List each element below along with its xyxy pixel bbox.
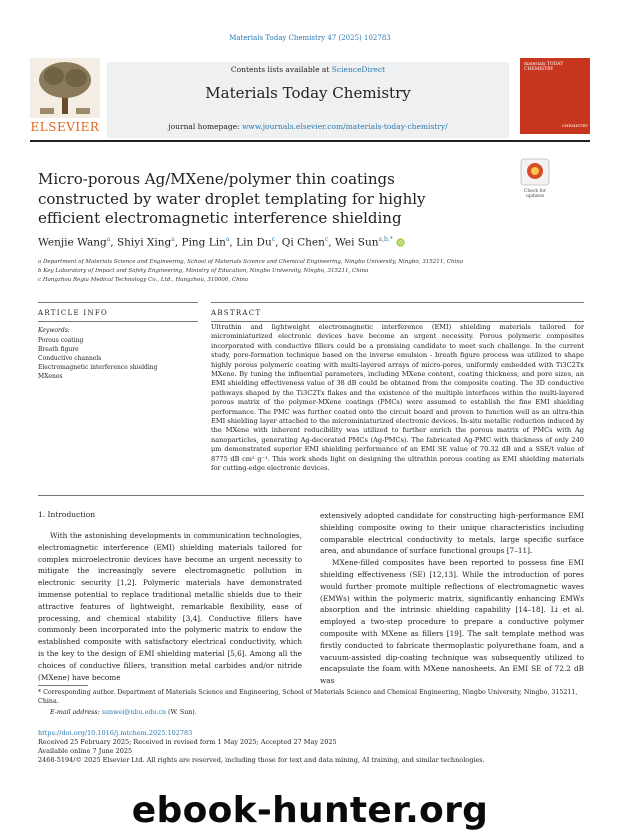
- contents-prefix: Contents lists available at: [230, 65, 332, 74]
- copyright-line: 2468-5194/© 2025 Elsevier Ltd. All rights are reserved, including those for text and data mining, AI training, and similar technologies.: [38, 756, 485, 764]
- author-name[interactable]: Qi Chen: [281, 236, 325, 249]
- contents-line: [107, 65, 509, 74]
- body-column-left: [38, 530, 302, 683]
- homepage-line: [107, 122, 509, 131]
- check-for-updates-icon[interactable]: [520, 158, 550, 186]
- author-affiliation-mark: a: [106, 236, 111, 243]
- keyword: Electromagnetic interference shielding: [38, 364, 158, 371]
- author-name[interactable]: Lin Du: [236, 236, 272, 249]
- author-name[interactable]: Wei Sun: [334, 236, 379, 249]
- introduction-heading: 1. Introduction: [38, 510, 96, 519]
- email-link[interactable]: sunwei@nbu.edu.cn: [101, 709, 167, 716]
- keyword: Conductive channels: [38, 355, 102, 362]
- paragraph: With the astonishing developments in communication technologies, electromagnetic interference (EMI) shielding materials tailored for complex microelectronic devices have become an urgent necessity to mitigate the increasingly severe electromagnetic pollution in electronic security [1,2]. Polymeric materials have demonstrated immense potential to replace traditional metallic shields due to their attractive features of lightweight, remarkable flexibility, ease of processing, and chemical stability [3,4]. Conductive fillers have commonly been incorporated into the polymeric matrix to endow the established composite with satisfactory electrical conductivity, which is the key to the design of EMI shielding material [5,6]. Among all the choices of conductive fillers, transition metal carbides and/or nitride (MXene) have become: [38, 531, 302, 682]
- header-rule: [30, 140, 590, 142]
- affiliation-c: c Hangzhou Regia Medical Technology Co., Ltd., Hangzhou, 310000, China: [38, 277, 249, 283]
- article-title: Micro-porous Ag/MXene/polymer thin coatings constructed by water droplet templating for highly efficient electromagnetic interference shielding: [38, 170, 426, 227]
- keywords-label: Keywords:: [38, 327, 70, 334]
- abstract-text: Ultrathin and lightweight electromagnetic interference (EMI) shielding materials tailored for microminiaturized electronic devices have become an urgent necessity. Porous polymeric composites incorporated with conductive fillers could be a promising candidate to meet such challenge. In the current study, pore-formation technique based on the inverse emulsion - breath figure process was utilized to shape highly porous polymeric coating with multi-layered arrays of micro-pores, uniformly embedded with Ti3C2Tx MXene. By tuning the influential parameters, including MXene content, coating thickness, and pore sizes, an EMI shielding effectiveness value of 38 dB could be obtained from the composite coating. The 3D conductive pathways shaped by the Ti3C2Tx flakes and the existence of the multiple interfaces within the multi-layered porous matrix of the polymer-MXene coatings (PMCs) were assumed to establish the fine EMI shielding performance. The PMC was further coated onto the circuit board and proven to function well as an ultra-thin EMI shielding layer attached to the microminiaturized electronic devices. In-situ metallic reduction induced by the MXene with inherent reducibility was utilized to further enrich the porous matrix of PMCs with Ag nanoparticles, generating Ag-decorated PMCs (Ag-PMCs). The fabricated Ag-PMC with thickness of only 240 μm demonstrated superior EMI shielding performance of an EMI SE value of 70.32 dB and a SSE/t value of 8775 dB cm² g⁻¹. This work sheds light on designing the ultrathin porous coating as EMI shielding materials for cutting-edge electronic devices.: [211, 323, 584, 473]
- watermark-text: ebook-hunter.org: [131, 790, 489, 831]
- svg-text:iD: iD: [398, 240, 404, 247]
- article-info-rule-top: [38, 302, 198, 303]
- sciencedirect-link[interactable]: ScienceDirect: [331, 65, 386, 74]
- affiliation-b: b Key Laboratory of Impact and Safety Engineering, Ministry of Education, Ningbo University, Ningbo, 315211, China: [38, 268, 369, 274]
- author-affiliation-mark: c: [271, 236, 276, 243]
- abstract-rule-bottom: [211, 321, 584, 322]
- article-info-heading: ARTICLE INFO: [38, 309, 109, 317]
- author-name[interactable]: Shiyi Xing: [116, 236, 172, 249]
- abstract-end-rule: [38, 495, 584, 496]
- elsevier-tree-logo: [30, 58, 100, 118]
- abstract-rule-top: [211, 302, 584, 303]
- email-label: E-mail address:: [50, 709, 102, 716]
- keyword: Porous coating: [38, 337, 84, 344]
- publisher-name: ELSEVIER: [30, 120, 100, 134]
- author-list: Wenjie Wang$^a$, Shiyi Xing$^a$, Ping Lin$^a$, Lin Du$^c$, Qi Chen$^c$, Wei Sun$^{a,b,*}$ iD: [38, 236, 404, 249]
- author-name[interactable]: Ping Lin: [181, 236, 226, 249]
- keyword: MXenes: [38, 373, 63, 380]
- body-column-right: [320, 510, 584, 687]
- available-online: Available online 7 June 2025: [38, 747, 133, 755]
- cover-title: materials TODAY CHEMISTRY: [524, 62, 564, 73]
- author-affiliation-mark: a: [225, 236, 230, 243]
- abstract-heading: ABSTRACT: [211, 309, 262, 317]
- corresponding-author-note: * Corresponding author. Department of Materials Science and Engineering, School of Materials Science and Chemical Engineering, Ningbo University, Ningbo, 315211, China.: [38, 689, 578, 705]
- paragraph: MXene-filled composites have been reported to possess fine EMI shielding effectiveness (SE) [12,13]. While the introduction of pores would further promote multiple reflections of electromagnetic waves (EMWs) within the polymeric matrix, significantly enhancing EMWs absorption and the intrinsic shielding capability [14–18]. Li et al. employed a two-step procedure to prepare a conductive polymer composite with MXene as fillers [19]. The salt template method was firstly conducted to fabricate thermoplastic polyurethane foam, and a vacuum-assisted dip-coating technique was subsequently utilized to encapsulate the foam with MXene nanosheets. An EMI SE of 72.2 dB was: [320, 558, 584, 686]
- check-for-updates-label[interactable]: Check for updates: [523, 189, 547, 199]
- homepage-prefix: journal homepage:: [168, 122, 242, 131]
- keyword: Breath figure: [38, 346, 79, 353]
- email-line: [50, 708, 596, 717]
- author-name[interactable]: Wenjie Wang: [38, 236, 107, 249]
- orcid-icon[interactable]: [396, 238, 405, 247]
- homepage-link[interactable]: www.journals.elsevier.com/materials-today-chemistry/: [241, 122, 448, 131]
- author-affiliation-mark: c: [324, 236, 329, 243]
- journal-title: Materials Today Chemistry: [205, 84, 411, 102]
- author-affiliation-mark: a: [171, 236, 175, 243]
- footnote-rule: [38, 685, 88, 686]
- journal-reference[interactable]: Materials Today Chemistry 47 (2025) 102783: [229, 34, 391, 42]
- cover-footer: CHEMISTRY: [561, 123, 588, 128]
- affiliation-a: a Department of Materials Science and Engineering, School of Materials Science and Chemical Engineering, Ningbo University, Ningbo, 315211, China: [38, 259, 464, 265]
- article-info-rule-bottom: [38, 321, 198, 322]
- doi-link[interactable]: https://doi.org/10.1016/j.mtchem.2025.102783: [38, 729, 193, 737]
- email-suffix: (W. Sun).: [166, 709, 197, 716]
- author-affiliation-mark: a,b,*: [378, 236, 393, 243]
- paragraph: extensively adopted candidate for constructing high-performance EMI shielding composite owing to their unique characteristics including comparable electrical conductivity to metals, large specific surface area, and abundance of surface functional groups [7–11].: [320, 511, 584, 556]
- received-dates: Received 25 February 2025; Received in revised form 1 May 2025; Accepted 27 May 2025: [38, 738, 337, 746]
